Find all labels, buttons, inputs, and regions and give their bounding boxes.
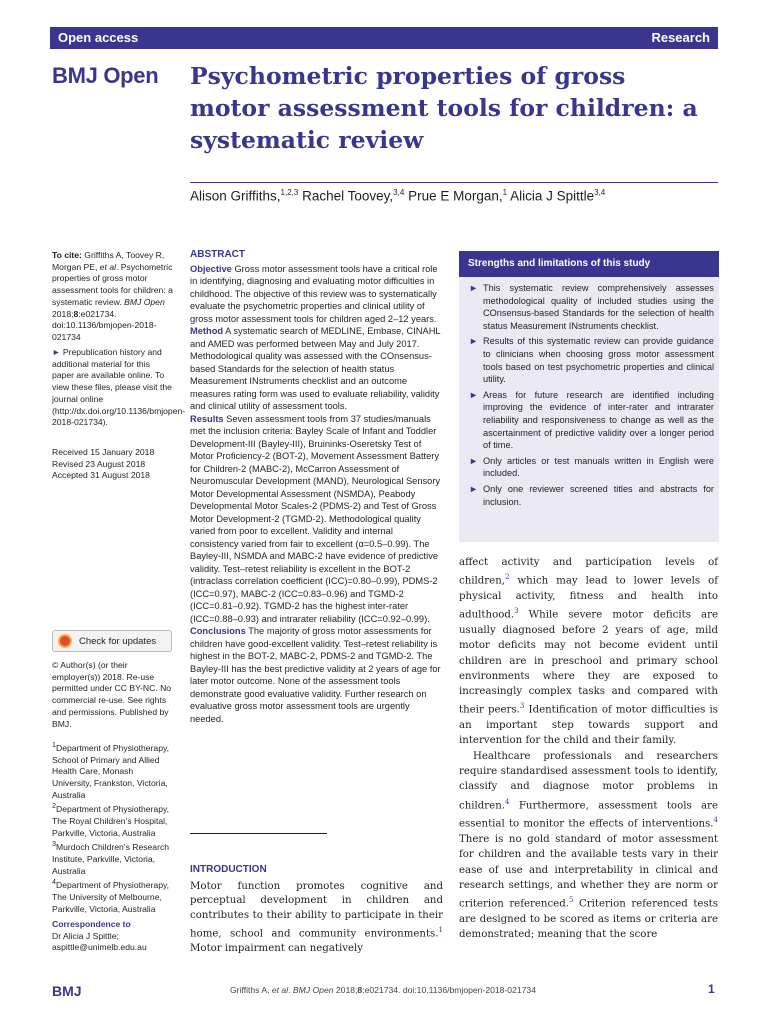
reference-link[interactable]: 4 xyxy=(505,797,510,806)
dates-block xyxy=(52,447,174,482)
journal-logo: BMJ Open xyxy=(52,63,159,88)
body-text-right xyxy=(459,555,718,942)
objective-label: Objective xyxy=(190,263,232,274)
article-title: Psychometric properties of gross motor assessment tools for children: a systematic review xyxy=(190,62,698,154)
abstract xyxy=(190,249,443,725)
arrow-bullet-icon: ► xyxy=(469,336,479,347)
check-for-updates-button[interactable] xyxy=(52,630,172,652)
affiliation-text: Department of Physiotherapy, The University of Melbourne, Parkville, Victoria, Australia xyxy=(52,880,170,914)
cite-text: 2018; xyxy=(52,308,74,319)
list-item xyxy=(469,455,714,480)
body-text: Criterion referenced tests are designed to be scored as items or criteria are demonstrated; meaning that the score xyxy=(459,898,718,941)
reference-link[interactable]: 3 xyxy=(519,702,525,711)
cite-text: . Psychometric properties of gross motor assessment tools for children: a systematic review. xyxy=(52,261,173,307)
arrow-bullet-icon: ► xyxy=(469,455,479,466)
arrow-bullet-icon: ► xyxy=(469,483,479,494)
author-affiliation: 1,2,3 xyxy=(280,188,299,197)
strengths-heading: Strengths and limitations of this study xyxy=(459,251,719,277)
footer-volume: 8 xyxy=(357,985,363,995)
prepub-text[interactable]: Prepublication history and additional material for this paper are available online. To view these files, please visit the journal online (http://dx.doi.org/10.1136/bmjopen-2018-021734). xyxy=(52,347,186,428)
body-text: affect activity and participation levels of children, xyxy=(459,557,718,587)
affiliations xyxy=(52,740,174,915)
reference-link[interactable]: 2 xyxy=(505,573,510,582)
affiliation-text: Murdoch Children’s Research Institute, Parkville, Victoria, Australia xyxy=(52,842,170,876)
arrow-bullet-icon: ► xyxy=(469,283,479,293)
affiliation-item xyxy=(52,877,174,915)
results-label: Results xyxy=(190,413,224,424)
list-item-text: This systematic review comprehensively assesses methodological quality of included studies using the COnsensus-based Standards for the selection of health status Measurement INstruments checklist. xyxy=(483,283,714,331)
copyright-note: © Author(s) (or their employer(s)) 2018. Re-use permitted under CC BY-NC. No commercial re-use. See rights and permissions. Published by BMJ. xyxy=(52,660,172,729)
author-name: Alicia J Spittle xyxy=(510,188,595,204)
abstract-objective xyxy=(190,263,443,326)
citation-block xyxy=(52,250,174,344)
affiliation-item xyxy=(52,839,174,877)
abstract-conclusions xyxy=(190,625,443,725)
footer-text: Griffiths A, xyxy=(230,985,272,995)
abstract-method xyxy=(190,325,443,413)
author-name: Prue E Morgan, xyxy=(408,188,503,204)
footer-journal: BMJ Open xyxy=(292,985,334,995)
strengths-list xyxy=(469,282,714,511)
body-text: Furthermore, assessment tools are essential to monitor the effects of interventions. xyxy=(459,800,718,830)
cite-text: Griffiths A, Toovey R, Morgan PE, xyxy=(52,250,165,272)
footer-citation xyxy=(230,985,536,995)
abstract-heading: ABSTRACT xyxy=(190,249,245,260)
author-affiliation: 3,4 xyxy=(594,188,606,197)
page-number: 1 xyxy=(708,982,715,996)
list-item-text: Results of this systematic review can provide guidance to clinicians when choosing gross motor assessment tools based on test psychometric properties and clinical utility. xyxy=(483,336,714,385)
conclusions-label: Conclusions xyxy=(190,626,246,636)
correspondence-block xyxy=(52,919,174,954)
list-item-text: Only articles or test manuals written in English were included. xyxy=(483,455,714,479)
list-item-text: Only one reviewer screened titles and abstracts for inclusion. xyxy=(483,483,714,507)
footer-etal: et al xyxy=(271,985,289,995)
strengths-limitations-box xyxy=(459,251,719,542)
conclusions-text: The majority of gross motor assessments for children have good-excellent validity. Test–retest reliability is highest in the BOT-2, MABC-2, PDMS-2 and TGMD-2. The Bayley-III has the best predictive validity at 2 years of age for later motor outcome. None of the assessment tools demonstrate good evaluative validity. Further research on evaluative gross motor assessment tools are urgently needed. xyxy=(190,626,441,724)
affiliation-number: 1 xyxy=(52,741,56,749)
revised-date: Revised 23 August 2018 xyxy=(52,458,146,469)
affiliation-text: Department of Physiotherapy, School of Primary and Allied Health Care, Monash University, Frankston, Victoria, Australia xyxy=(52,742,170,800)
list-item-text: Areas for future research are identified including improving the evidence of inter-rater and intrarater reliability and responsiveness to change as well as the ascertainment of predictive validity over a longer period of time. xyxy=(483,389,714,451)
results-text: Seven assessment tools from 37 studies/manuals met the inclusion criteria: Bayley Scale of Infant and Toddler Development-III (Bayley-III), Bruininks-Oseretsky Test of Motor Proficiency-2 (BOT-2), Movement Assessment Battery for Children-2 (MABC-2), McCarron Assessment of Neuromuscular Development (MAND), Neurological Sensory Motor Developmental Assessment (NSMDA), Peabody Developmental Motor Scales-2 (PDMS-2) and Test of Gross Motor Development-2 (TGMD-2). Methodological quality varied from poor to excellent. Validity and internal consistency varied from fair to excellent (α=0.5–0.99). The Bayley-III, NSMDA and MABC-2 have evidence of predictive validity. Test–retest reliability is excellent in the BOT-2 (intraclass correlation coefficient (ICC)=0.80–0.99), PDMS-2 (ICC=0.97), MABC-2 (ICC=0.83–0.96) and TGMD-2 (ICC=0.81–0.92). TGMD-2 has the highest inter-rater (ICC=0.88–0.93) and intrarater reliability (ICC=0.92–0.99). xyxy=(190,413,441,624)
accepted-date: Accepted 31 August 2018 xyxy=(52,470,150,481)
received-date: Received 15 January 2018 xyxy=(52,447,155,457)
body-text: Identification of motor difficulties is an important step towards support and intervention for the child and their family. xyxy=(459,704,719,747)
body-text: which may lead to lower levels of physical activity, fitness and health into adulthood. xyxy=(459,575,718,621)
introduction-heading: INTRODUCTION xyxy=(190,864,267,875)
intro-text: Motor impairment can negatively xyxy=(190,943,364,955)
cite-label: To cite: xyxy=(52,250,82,260)
arrow-bullet-icon: ► xyxy=(52,347,61,357)
cite-text: :e021734. doi:10.1136/bmjopen-2018-021734 xyxy=(52,308,157,342)
intro-text: Motor function promotes cognitive and perceptual development in children and contributes to their ability to participate in their home, school and community environments. xyxy=(190,881,443,940)
affiliation-number: 4 xyxy=(52,878,56,887)
cite-etal: et al xyxy=(99,261,117,272)
cite-journal: BMJ Open xyxy=(124,296,165,307)
list-item xyxy=(469,389,714,452)
affiliation-text: Department of Physiotherapy, The Royal Children’s Hospital, Parkville, Victoria, Australia xyxy=(52,804,170,838)
paragraph xyxy=(459,749,718,943)
abstract-results xyxy=(190,413,443,626)
reference-link[interactable]: 5 xyxy=(568,896,574,905)
introduction-text xyxy=(190,880,443,956)
list-item xyxy=(469,282,714,332)
method-text: A systematic search of MEDLINE, Embase, CINAHL and AMED was performed between May and July 2017. Methodological quality was assessed with the COnsensus-based Standards for the selection of health status Measurement INstruments checklist and an outcome measures rating form was used to evaluate reliability, validity and clinical utility of assessment tools. xyxy=(190,326,441,411)
section-label: Research xyxy=(651,30,710,45)
correspondence-name: Dr Alicia J Spittle; xyxy=(52,930,119,941)
open-access-label: Open access xyxy=(58,30,139,45)
top-banner xyxy=(50,27,718,49)
affiliation-item xyxy=(52,740,174,801)
paragraph xyxy=(459,555,718,749)
objective-text: Gross motor assessment tools have a critical role in identifying, diagnosing and evaluating motor difficulties in childhood. The objective of this review was to systematically evaluate the psychometric properties and clinical utility of gross motor assessment tools for children aged 2–12 years. xyxy=(190,263,438,324)
author-name: Alison Griffiths, xyxy=(190,188,281,204)
cite-volume: 8 xyxy=(73,308,79,319)
method-label: Method xyxy=(190,326,224,336)
list-item xyxy=(469,483,714,508)
author-affiliation: 1 xyxy=(502,188,508,197)
affiliation-number: 2 xyxy=(52,802,56,811)
reference-link[interactable]: 4 xyxy=(713,816,718,825)
body-text: Healthcare professionals and researchers require standardised assessment tools to identify, classify and diagnose motor problems in children. xyxy=(459,750,718,812)
correspondence-label: Correspondence to xyxy=(52,919,131,929)
footer-text: . xyxy=(288,985,293,995)
arrow-bullet-icon: ► xyxy=(469,389,479,400)
bmj-logo: BMJ xyxy=(52,983,82,999)
reference-link[interactable]: 3 xyxy=(514,607,519,616)
author-list xyxy=(190,188,605,204)
reference-link[interactable]: 1 xyxy=(438,926,443,935)
title-divider xyxy=(190,182,718,183)
list-item xyxy=(469,335,714,385)
check-updates-label: Check for updates xyxy=(79,636,157,647)
prepub-note xyxy=(52,347,186,429)
crossmark-icon xyxy=(58,634,72,648)
body-text: While severe motor deficits are usually diagnosed before 2 years of age, mild motor deficits may not become evident until children are in preschool and primary school environments where they are exposed to increasingly complex tasks and compared with their peers. xyxy=(459,609,718,716)
abstract-divider xyxy=(190,833,327,834)
body-text: There is no gold standard of motor assessment for children and the available tests vary in their ease of use and interpretability in clinical and research settings, and whether they are norm or criterion referenced. xyxy=(459,834,718,910)
affiliation-item xyxy=(52,801,174,839)
correspondence-email[interactable]: aspittle@unimelb.edu.au xyxy=(52,942,147,953)
footer-text: :e021734. doi:10.1136/bmjopen-2018-021734 xyxy=(362,985,536,995)
author-name: Rachel Toovey, xyxy=(302,188,394,204)
footer-text: 2018; xyxy=(333,985,358,995)
affiliation-number: 3 xyxy=(52,840,56,849)
author-affiliation: 3,4 xyxy=(393,188,405,197)
